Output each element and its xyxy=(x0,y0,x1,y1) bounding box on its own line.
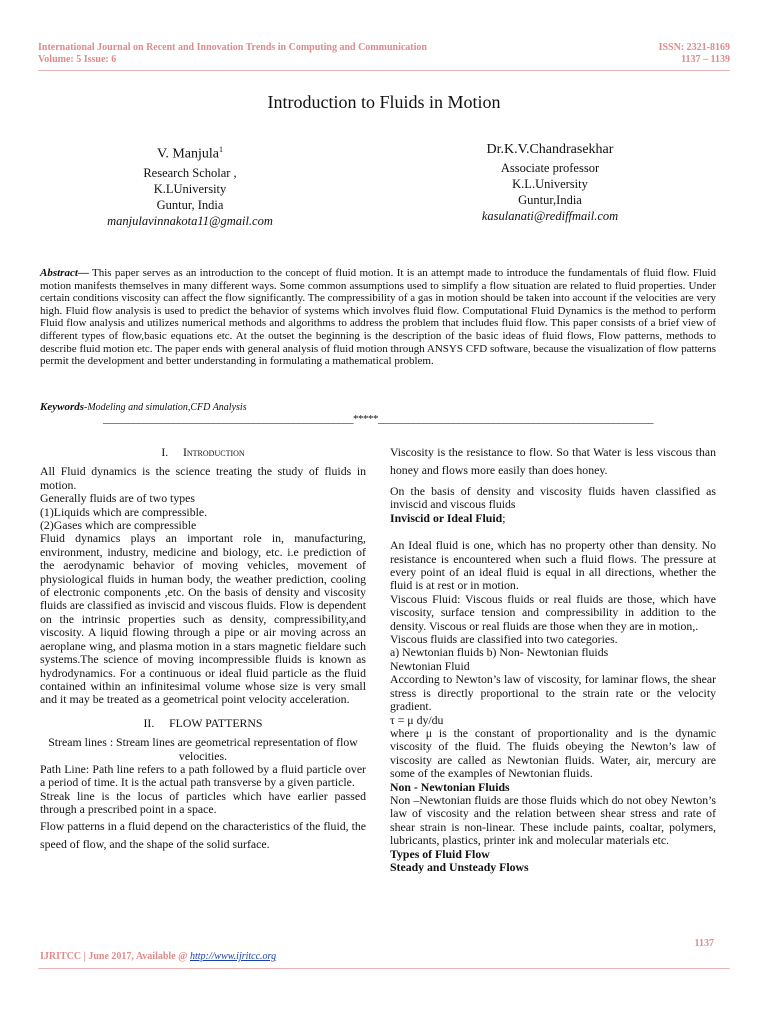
paragraph: Flow patterns in a fluid depend on the characteristics of the fluid, the speed of flow, and the shape of the solid surface. xyxy=(40,818,366,851)
author-name: V. Manjula$^1$ xyxy=(157,145,223,162)
paragraph: Newtonian Fluid xyxy=(390,658,470,673)
subheading: Inviscid or Ideal Fluid; xyxy=(390,510,506,525)
author-name: Dr.K.V.Chandrasekhar xyxy=(486,142,614,157)
abstract-text: This paper serves as an introduction to the concept of fluid motion. It is an attempt made to introduce the fundamentals of fluid flow. Fluid motion manifests themselves in many different ways. Some common assumptions used to simplify a flow situation are related to fluid properties. Under certain conditions viscosity can affect the flow significantly. The compressibility of a gas in motion should be taken into account if the velocities are very high. Fluid flow analysis is used to predict the behavior of systems which involves fluid flow. Computational Fluid Dynamics is the method to perform Fluid flow analysis and utilizes numerical methods and algorithms to address the problem that includes fluid flow. This paper consists of a brief view of different types of flow,basic equations etc. At the outset the beginning is the description of the basic ideas of fluid flows, Flow patterns, methods to describe fluid motion etc. The paper ends with general analysis of fluid motion through ANSYS CFD software, because the visualization of flow patterns permit the development and better understanding in formulating a mathematical problem. xyxy=(40,267,716,368)
paragraph: All Fluid dynamics is the science treating the study of fluids in motion. xyxy=(40,464,366,492)
paragraph: Path Line: Path line refers to a path followed by a fluid particle over a period of time. It is the actual path transverse by a given particle. xyxy=(40,761,366,790)
abstract-label: Abstract— xyxy=(40,267,89,279)
paragraph: Stream lines : Stream lines are geometrical representation of flow velocities. xyxy=(48,735,358,763)
paragraph: a) Newtonian fluids b) Non- Newtonian fluids xyxy=(390,645,609,660)
author-affiliation: K.L.University xyxy=(512,177,588,191)
author-2 xyxy=(420,142,680,224)
abstract xyxy=(40,267,716,368)
section-separator: __________________________________________________*****_______________________________________________________ xyxy=(103,413,653,425)
paragraph: Non –Newtonian fluids are those fluids which do not obey Newton’s law of viscosity and the relation between shear stress and rate of shear strain is non-linear. These include paints, coaltar, polymers, lubricants, plastics, printer ink and molecular materials etc. xyxy=(390,792,716,848)
paragraph: According to Newton’s law of viscosity, for laminar flows, the shear stress is directly proportional to the strain rate or the velocity gradient. xyxy=(390,672,716,714)
paragraph: (2)Gases which are compressible xyxy=(40,518,197,533)
keywords-text: -Modeling and simulation,CFD Analysis xyxy=(84,402,247,413)
journal-link[interactable]: http://www.ijritcc.org xyxy=(189,951,277,962)
page-number: 1137 xyxy=(694,938,714,949)
subheading: Steady and Unsteady Flows xyxy=(390,859,529,874)
author-role: Research Scholar , xyxy=(143,165,237,180)
paragraph: On the basis of density and viscosity fluids haven classified as inviscid and viscous fluids xyxy=(390,484,716,512)
journal-volume: Volume: 5 Issue: 6 xyxy=(38,54,117,65)
section-2-heading: II. FLOW PATTERNS xyxy=(143,715,263,730)
paragraph: An Ideal fluid is one, which has no property other than density. No resistance is encountered when such a fluid flows. The pressure at every point of an ideal fluid is equal in all directions, whether the fluid is at rest or in motion. xyxy=(390,538,716,593)
left-column xyxy=(40,446,366,853)
subheading: Non - Newtonian Fluids xyxy=(390,779,510,794)
author-sup: 1 xyxy=(218,145,223,154)
equation: τ = μ dy/du xyxy=(390,712,444,727)
section-1-heading: I. Introduction xyxy=(161,445,245,459)
keywords xyxy=(40,401,247,413)
journal-issn: ISSN: 2321-8169 xyxy=(658,42,730,53)
author-email: kasulanati@rediffmail.com xyxy=(481,209,619,223)
author-location: Guntur, India xyxy=(156,197,224,212)
author-email: manjulavinnakota11@gmail.com xyxy=(107,213,273,228)
page-range: 1137 – 1139 xyxy=(681,54,730,65)
right-column xyxy=(390,443,716,874)
paragraph: Viscous Fluid: Viscous fluids or real fluids are those, which have viscosity, surface tension and compressibility in addition to the density. Viscous or real fluids are those when they are in motion,. xyxy=(390,591,716,633)
header-left xyxy=(38,42,427,66)
paragraph: Generally fluids are of two types xyxy=(40,491,195,506)
paragraph: Viscous fluids are classified into two categories. xyxy=(390,632,618,647)
author-location: Guntur,India xyxy=(518,193,582,207)
paragraph: Fluid dynamics plays an important role in, manufacturing, environment, industry, medicine and biology, etc. i.e prediction of the aerodynamic behavior of moving vehicles, movement of physiological fluids in human body, the weather prediction, cooling of electronic components ,etc. On the basis of density and viscosity fluids are classified as inviscid and viscous fluids. Flow is dependent on the intrinsic properties such as density, compressibility,and viscosity. A liquid flowing through a pipe or air moving across an aeroplane wing, and plasma motion in a stars magnetic fieldare such systems.The science of moving incompressible fluids is known as hydrodynamics. For a continuous or ideal fluid particle as the fluid contained within an infinitesimal volume whose size is very small and it may be treated as a geometrical point velocity acceleration. xyxy=(40,531,366,707)
subheading: Types of Fluid Flow xyxy=(390,846,490,861)
paper-title: Introduction to Fluids in Motion xyxy=(267,92,501,112)
paragraph: (1)Liquids which are compressible. xyxy=(40,504,208,519)
journal-name: International Journal on Recent and Innovation Trends in Computing and Communication xyxy=(38,42,427,53)
paragraph: Viscosity is the resistance to flow. So that Water is less viscous than honey and flows more easily than does honey. xyxy=(390,445,716,477)
author-affiliation: K.LUniversity xyxy=(153,181,227,196)
footer-rule xyxy=(38,968,730,969)
paragraph: where μ is the constant of proportionality and is the dynamic viscosity of the fluid. The fluids obeying the Newton’s law of viscosity are called as Newtonian fluids. Water, air, mercury are some of the examples of Newtonian fluids. xyxy=(390,725,716,781)
header-rule xyxy=(38,70,730,71)
paragraph: Streak line is the locus of particles which have earlier passed through a prescribed point in a space. xyxy=(40,788,366,817)
footer: IJRITCC | June 2017, Available @ http://www.ijritcc.org xyxy=(40,951,277,962)
header-right xyxy=(659,42,730,66)
author-1 xyxy=(60,142,320,229)
author-role: Associate professor xyxy=(500,161,600,175)
keywords-label: Keywords xyxy=(40,401,84,413)
